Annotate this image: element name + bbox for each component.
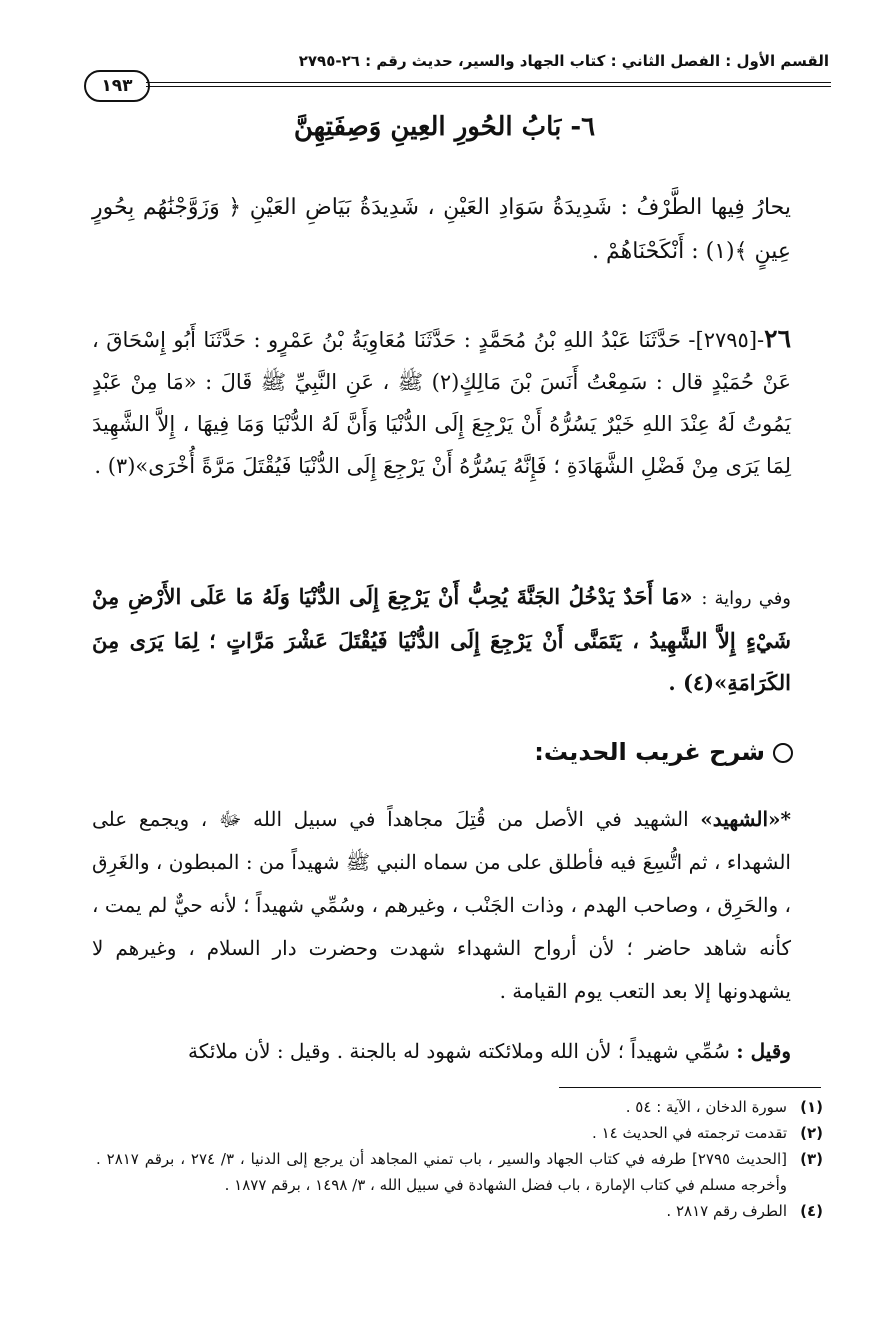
header-rule: [146, 82, 831, 83]
footnotes: [96, 1094, 823, 1224]
sharh-heading-text: شرح غريب الحديث:: [534, 738, 765, 766]
footnote-mark: (٣): [800, 1150, 823, 1168]
running-header: القسم الأول : الفصل الثاني : كتاب الجهاد والسير، حديث رقم : ٢٦-٢٧٩٥: [298, 52, 829, 70]
footnote-item: [96, 1198, 823, 1224]
footnote-item: [96, 1146, 823, 1198]
variant-paragraph: [92, 576, 791, 704]
sharh-heading: [534, 738, 793, 766]
sharh-text-1: الشهيد في الأصل من قُتِلَ مجاهداً في سبيل الله ﷻ ، ويجمع على الشهداء ، ثم اتُّسِعَ فيه فأطلق على من سماه النبي ﷺ شهيداً من : المبطون ، والغَرِق ، والحَرِق ، وصاحب الهدم ، وذات الجَنْب ، وغيرهم ، وسُمِّي شهيداً ؛ لأنه حيٌّ لم يمت ، كأنه شاهد حاضر ؛ لأن أرواح الشهداء شهدت وحضرت دار السلام ، وغيرهم لا يشهدونها إلا بعد التعب يوم القيامة .: [92, 807, 791, 1003]
footnote-text: تقدمت ترجمته في الحديث ١٤ .: [592, 1124, 787, 1142]
page-number: ١٩٣: [84, 70, 150, 102]
chapter-intro: يحارُ فِيها الطَّرْفُ : شَدِيدَةُ سَوَادِ العَيْنِ ، شَدِيدَةُ بَيَاضِ العَيْنِ ﴿ وَزَوَّجْنَٰهُم بِحُورٍ عِينٍ ﴾(١) : أَنْكَحْنَاهُمْ .: [92, 195, 792, 264]
footnote-text: الطرف رقم ٢٨١٧ .: [666, 1202, 787, 1220]
sharh-term: *«الشهيد»: [700, 807, 791, 831]
footnote-item: [96, 1094, 823, 1120]
header-rule-thin: [146, 86, 831, 87]
sharh-paragraph-2: [92, 1030, 791, 1073]
circle-bullet-icon: [773, 743, 793, 763]
sharh-lead-2: وقيل :: [736, 1039, 791, 1063]
sharh-paragraph-1: [92, 798, 791, 1013]
hadith-text: -[٢٧٩٥]- حَدَّثَنَا عَبْدُ اللهِ بْنُ مُحَمَّدٍ : حَدَّثَنَا مُعَاوِيَةُ بْنُ عَمْرٍو : حَدَّثَنَا أَبُو إِسْحَاقَ ، عَنْ حُمَيْدٍ قال : سَمِعْتُ أَنَسَ بْنَ مَالِكٍ(٢) ﷺ ، عَنِ النَّبِيِّ ﷺ قَالَ : «مَا مِنْ عَبْدٍ يَمُوتُ لَهُ عِنْدَ اللهِ خَيْرٌ يَسُرُّهُ أَنْ يَرْجِعَ إِلَى الدُّنْيَا وَأَنَّ لَهُ الدُّنْيَا وَمَا فِيهَا ، إِلاَّ الشَّهِيدَ لِمَا يَرَى مِنْ فَضْلِ الشَّهَادَةِ ؛ فَإِنَّهُ يَسُرُّهُ أَنْ يَرْجِعَ إِلَى الدُّنْيَا فَيُقْتَلَ مَرَّةً أُخْرَى»(٣) .: [92, 328, 791, 478]
sharh-text-2: سُمِّي شهيداً ؛ لأن الله وملائكته شهود له بالجنة . وقيل : لأن ملائكة: [188, 1039, 737, 1063]
footnote-text: سورة الدخان ، الآية : ٥٤ .: [625, 1098, 787, 1116]
chapter-title: ٦- بَابُ الحُورِ العِينِ وَصِفَتِهِنَّ: [293, 112, 596, 142]
footnote-item: [96, 1120, 823, 1146]
hadith-paragraph: [92, 318, 791, 487]
footnote-mark: (١): [800, 1098, 823, 1116]
footnote-mark: (٢): [800, 1124, 823, 1142]
variant-text: «مَا أَحَدٌ يَدْخُلُ الجَنَّةَ يُحِبُّ أَنْ يَرْجِعَ إِلَى الدُّنْيَا وَلَهُ مَا عَلَى الأَرْضِ مِنْ شَيْءٍ إِلاَّ الشَّهِيدُ ، يَتَمَنَّى أَنْ يَرْجِعَ إِلَى الدُّنْيَا فَيُقْتَلَ عَشْرَ مَرَّاتٍ ؛ لِمَا يَرَى مِنَ الكَرَامَةِ»(٤) .: [92, 584, 791, 695]
hadith-number: ٢٦: [764, 324, 791, 353]
footnote-mark: (٤): [800, 1202, 823, 1220]
variant-lead: وفي رواية :: [701, 588, 791, 609]
footnote-text: [الحديث ٢٧٩٥] طرفه في كتاب الجهاد والسير ، باب تمني المجاهد أن يرجع إلى الدنيا ، ٣/ ٢٧٤ ، برقم ٢٨١٧ . وأخرجه مسلم في كتاب الإمارة ، باب فضل الشهادة في سبيل الله ، ٣/ ١٤٩٨ ، برقم ١٨٧٧ .: [96, 1150, 788, 1194]
footnote-rule: [559, 1087, 821, 1088]
